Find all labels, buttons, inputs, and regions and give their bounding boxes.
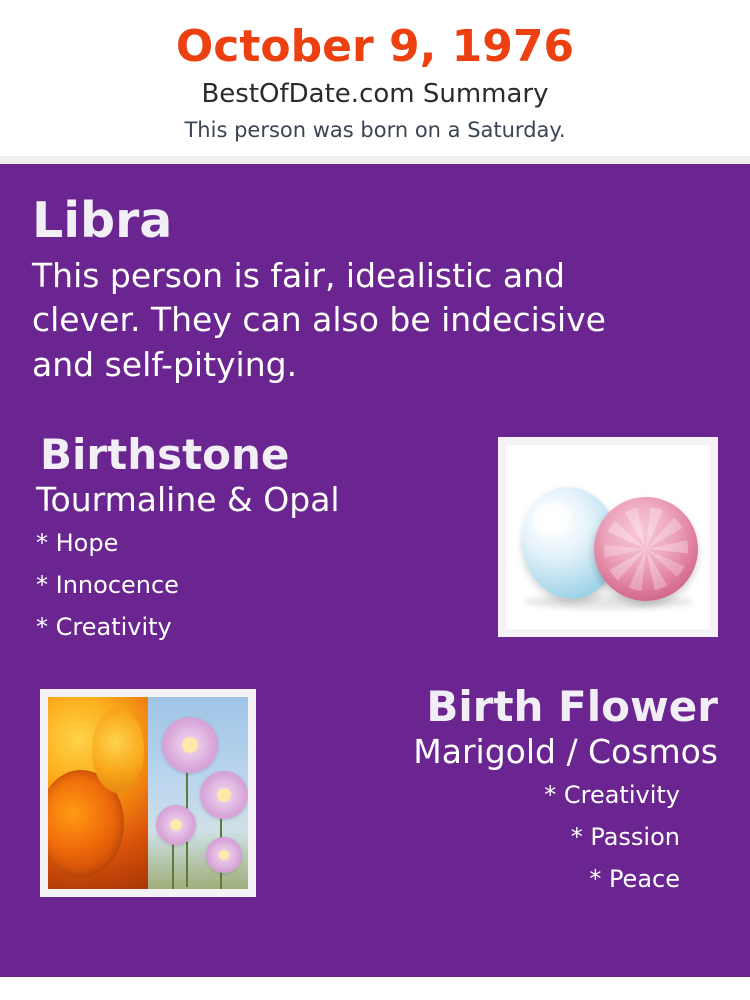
marigold-photo <box>48 697 148 889</box>
cosmos-bloom-icon <box>162 717 218 773</box>
list-item: * Passion <box>570 822 680 851</box>
zodiac-description: This person is fair, idealistic and clever. They can also be indecisive and self-pitying. <box>32 256 606 384</box>
cosmos-bloom-icon <box>206 837 242 873</box>
list-item: * Creativity <box>544 780 680 809</box>
header <box>0 0 750 156</box>
birth-flower-title: Birth Flower <box>426 681 718 731</box>
flower-stem <box>172 841 174 889</box>
cosmos-bloom-icon <box>200 771 248 819</box>
list-item: * Innocence <box>36 570 179 599</box>
birth-flower-text <box>280 681 718 893</box>
birth-flower-name: Marigold / Cosmos <box>413 731 718 771</box>
list-item: * Peace <box>589 864 680 893</box>
birth-flower-image-frame <box>40 689 256 897</box>
birthstone-name: Tourmaline & Opal <box>36 479 340 519</box>
cosmos-bloom-icon <box>156 805 196 845</box>
site-summary-label: BestOfDate.com Summary <box>201 79 549 110</box>
birth-flower-section <box>32 681 718 925</box>
cosmos-photo <box>148 697 248 889</box>
birth-flower-image <box>48 697 248 889</box>
birth-day-note: This person was born on a Saturday. <box>184 118 566 143</box>
birthstone-image <box>506 445 710 629</box>
birthstone-section <box>32 429 718 663</box>
header-divider <box>0 156 750 164</box>
zodiac-sign-title: Libra <box>32 192 173 250</box>
page-title: October 9, 1976 <box>175 21 575 72</box>
list-item: * Creativity <box>36 612 172 641</box>
summary-panel <box>0 164 750 977</box>
list-item: * Hope <box>36 528 119 557</box>
gem-shadow <box>524 595 694 609</box>
birth-flower-trait-list <box>280 780 718 893</box>
birthstone-image-frame <box>498 437 718 637</box>
birthstone-title: Birthstone <box>40 429 290 479</box>
